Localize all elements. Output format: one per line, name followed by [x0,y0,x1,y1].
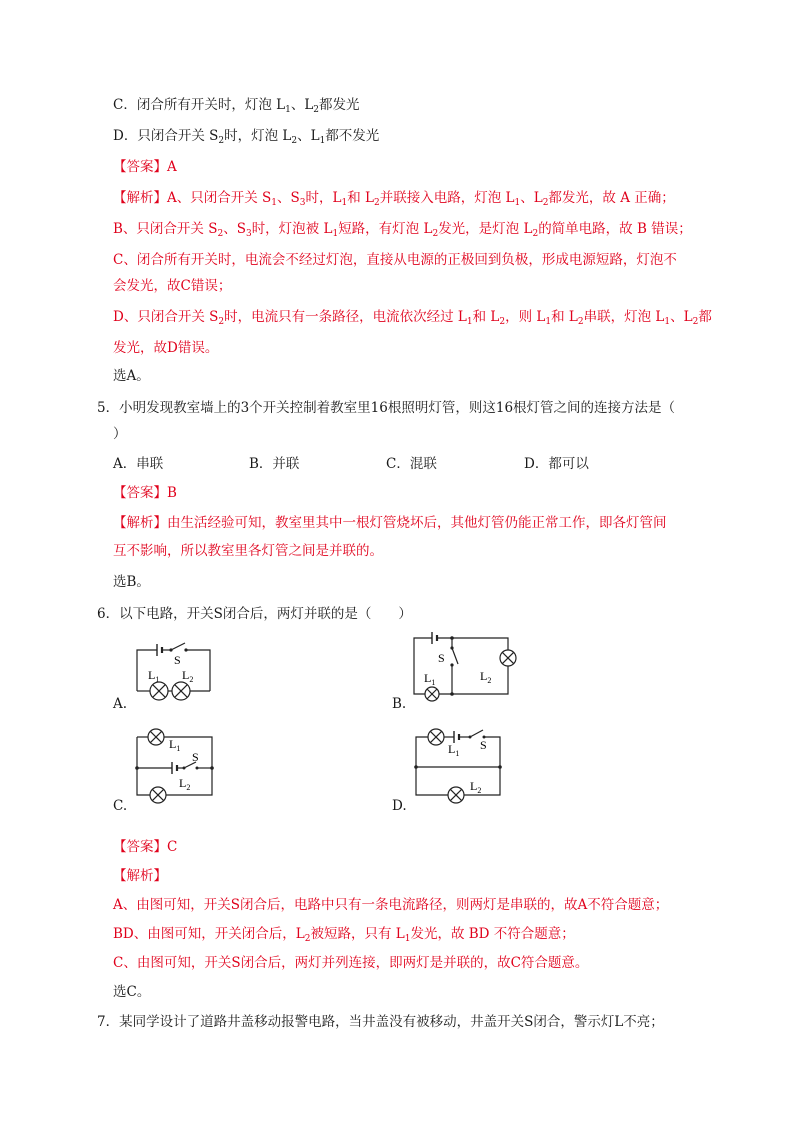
q6-analysis-line-2: BD、由图可知，开关闭合后，$L_2$被短路，只有 $L_1$发光，故 BD 不符合题意； [113,926,575,944]
q5-option-d: D．都可以 [524,456,589,472]
circuit-c-l2-label: $L_2$ [179,776,191,792]
circuit-diagram-c [132,727,224,809]
circuit-a-l1-label: $L_1$ [148,668,160,684]
q4-answer: 【答案】A [113,159,177,175]
circuit-b-switch-label: S [438,651,445,665]
q6-stem: 6．以下电路，开关S闭合后，两灯并联的是（ ） [97,606,412,622]
q4-analysis-line-3: C、闭合所有开关时，电流会不经过灯泡，直接从电源的正极回到负极，形成电源短路，灯泡不 [113,252,677,268]
q5-stem-line-2: ） [113,426,127,442]
circuit-diagram-a [130,635,220,707]
circuit-b-label: B. [392,696,407,712]
q4-analysis-line-2: B、只闭合开关 $S_2$、$S_3$时，灯泡被 $L_1$短路，有灯泡 $L_2$发光，是灯泡 $L_2$的简单电路，故 B 错误； [113,221,692,239]
q5-option-a: A．串联 [113,456,164,472]
circuit-d-l1-label: $L_1$ [448,742,460,758]
q7-stem: 7．某同学设计了道路井盖移动报警电路，当井盖没有被移动，井盖开关S闭合，警示灯L不亮； [97,1014,664,1030]
q6-analysis-title: 【解析】 [113,868,167,884]
circuit-diagram-d [410,727,512,809]
q5-option-c: C．混联 [386,456,437,472]
q4-analysis-line-4: 会发光，故C错误； [113,278,232,294]
q6-answer: 【答案】C [113,839,178,855]
q5-stem-line-1: 5．小明发现教室墙上的3个开关控制着教室里16根照明灯管，则这16根灯管之间的连接方法是（ [97,400,676,416]
circuit-d-switch-label: S [480,738,487,752]
q5-choose: 选B。 [113,574,150,590]
circuit-c-switch-label: S [192,750,199,764]
circuit-a-label: A. [113,696,128,712]
q4-analysis-line-1: 【解析】A、只闭合开关 $S_1$、$S_3$时，$L_1$和 $L_2$并联接入电路，灯泡 $L_1$、$L_2$都发光，故 A 正确； [113,190,675,208]
q4-choose: 选A。 [113,368,150,384]
circuit-c-label: C. [113,798,128,814]
circuit-a-l2-label: $L_2$ [182,668,194,684]
q4-analysis-line-5: D、只闭合开关 $S_2$时，电流只有一条路径，电流依次经过 $L_1$和 $L_2$，则 $L_1$和 $L_2$串联，灯泡 $L_1$、$L_2$都 [113,309,712,327]
q6-analysis-line-1: A、由图可知，开关S闭合后，电路中只有一条电流路径，则两灯是串联的，故A不符合题意； [113,897,669,913]
q4-analysis-line-6: 发光，故D错误。 [113,340,219,356]
circuit-d-label: D. [392,798,407,814]
q4-option-c: C．闭合所有开关时，灯泡 $L_1$、$L_2$都发光 [113,97,360,115]
q4-option-d: D．只闭合开关 $S_2$时，灯泡 $L_2$、$L_1$都不发光 [113,128,380,146]
circuit-b-l2-label: $L_2$ [480,669,492,685]
circuit-a-switch-label: S [174,653,181,667]
q5-answer: 【答案】B [113,485,177,501]
circuit-b-l1-label: $L_1$ [424,671,436,687]
q5-option-b: B．并联 [249,456,300,472]
circuit-c-l1-label: $L_1$ [169,737,181,753]
q6-choose: 选C。 [113,984,151,1000]
q6-analysis-line-3: C、由图可知，开关S闭合后，两灯并列连接，即两灯是并联的，故C符合题意。 [113,955,589,971]
q5-analysis-line-2: 互不影响，所以教室里各灯管之间是并联的。 [113,543,383,559]
circuit-diagram-b [410,628,522,708]
q5-analysis-line-1: 【解析】由生活经验可知，教室里其中一根灯管烧坏后，其他灯管仍能正常工作，即各灯管间 [113,515,667,531]
circuit-d-l2-label: $L_2$ [470,779,482,795]
